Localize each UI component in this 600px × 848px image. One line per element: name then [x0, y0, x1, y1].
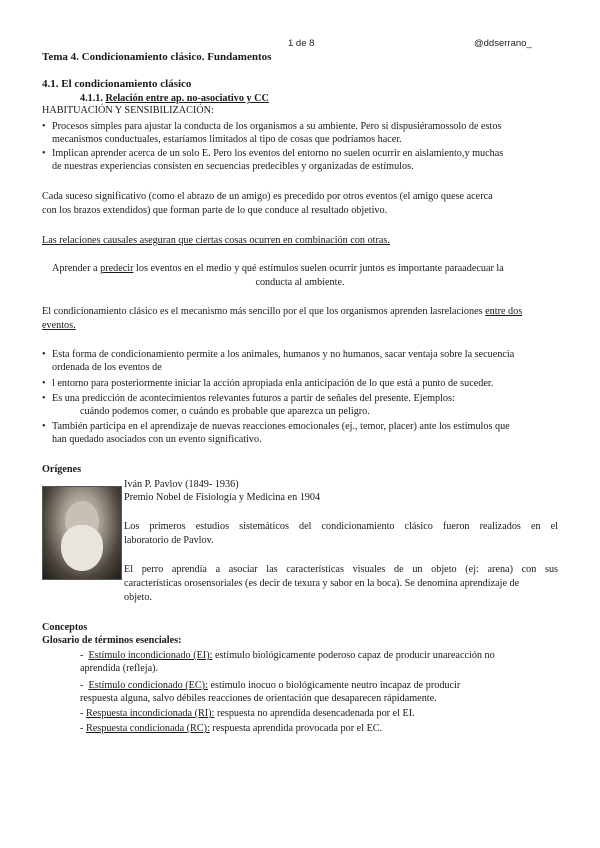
glossary-definition: respuesta no aprendida desencadenada por el EI.	[214, 708, 415, 719]
paragraph-line: con los brazos extendidos) que forman parte de lo que conduce al resultado objetivo.	[42, 205, 388, 216]
text-span: Aprender a	[52, 263, 101, 274]
origins-paragraph-2-l2: características orosensoriales (es decir de texura y sabor en la boca). Se denomina aprendizaje de	[124, 578, 520, 589]
author-handle: @ddserrano_	[474, 38, 532, 49]
page-number: 1 de 8	[288, 38, 315, 49]
origins-paragraph-l2: laboratorio de Pavlov.	[124, 535, 214, 546]
bullet-dot: •	[42, 421, 46, 432]
dash: -	[80, 650, 89, 661]
glossary-term: Estímulo incondicionado (EI):	[88, 650, 213, 661]
mechanism-paragraph-l2: eventos.	[42, 320, 76, 331]
glossary-definition: estímulo inocuo o biológicamente neutro incapaz de producir	[207, 680, 461, 691]
dash: -	[80, 680, 89, 691]
section-heading: 4.1. El condicionamiento clásico	[42, 78, 192, 90]
subsection-number: 4.1.1.	[80, 93, 103, 104]
glossary-item-continuation: respuesta alguna, salvo débiles reacciones de orientación que desaparecen rápidamente.	[80, 693, 437, 704]
dash: -	[80, 723, 86, 734]
glossary-item-ri	[80, 707, 415, 720]
list-item: Es una predicción de acontecimientos relevantes futuros a partir de señales del presente. Ejemplos:	[52, 393, 455, 404]
nobel-award: Premio Nobel de Fisiología y Medicina en 1904	[124, 492, 321, 503]
glossary-term: Estímulo condicionado (EC):	[88, 680, 208, 691]
glossary-item-rc	[80, 722, 382, 735]
mechanism-paragraph	[42, 305, 522, 318]
glossary-term: Respuesta incondicionada (RI):	[85, 708, 215, 719]
list-item-continuation: ordenada de los eventos de	[52, 362, 162, 373]
emphasis-entre-dos: entre dos	[485, 306, 523, 317]
glossary-heading: Glosario de términos esenciales:	[42, 635, 182, 646]
glossary-definition: estímulo biológicamente poderoso capaz de producir unareacción no	[212, 650, 495, 661]
list-item-continuation: han quedado asociados con un evento significativo.	[52, 434, 262, 445]
origins-heading: Orígenes	[42, 464, 82, 475]
predict-paragraph	[52, 262, 504, 275]
portrait-beard	[61, 525, 103, 571]
bullet-dot: •	[42, 121, 46, 132]
glossary-item-ei	[80, 649, 495, 662]
document-title: Tema 4. Condicionamiento clásico. Fundamentos	[42, 51, 272, 63]
pavlov-portrait-image	[42, 486, 122, 580]
glossary-definition: respuesta aprendida provocada por el EC.	[209, 723, 383, 734]
glossary-item-continuation: aprendida (refleja).	[80, 663, 159, 674]
bullet-dot: •	[42, 349, 46, 360]
origins-paragraph-2-l3: objeto.	[124, 592, 153, 603]
emphasis-predecir: predecir	[100, 263, 134, 274]
origins-paragraph-l1: Los primeros estudios sistemáticos del condicionamiento clásico fueron realizados en el	[124, 521, 558, 532]
glossary-term: Respuesta condicionada (RC):	[85, 723, 210, 734]
list-item: Implican aprender acerca de un solo E. Pero los eventos del entorno no suelen ocurrir en aislamiento,y muchas	[52, 148, 504, 159]
list-item: l entorno para posteriormente iniciar la acción apropiada enla anticipación de lo que está a punto de suceder.	[52, 378, 494, 389]
pavlov-name: Iván P. Pavlov (1849- 1936)	[124, 479, 239, 490]
origins-paragraph-2-l1: El perro aprendía a asociar las características visuales de un objeto (ej: arena) con sus	[124, 564, 558, 575]
dash: -	[80, 708, 86, 719]
text-span: los eventos en el medio y qué estímulos suelen ocurrir juntos es importante paraadecuar la	[133, 263, 504, 274]
list-item-continuation: de nuestras experiencias consisten en secuencias predecibles y organizadas de estímulos.	[52, 161, 414, 172]
text-span: El condicionamiento clásico es el mecanismo más sencillo por el que los organismos aprenden lasrelaciones	[42, 306, 486, 317]
habituation-heading: HABITUACIÓN Y SENSIBILIZACIÓN:	[42, 105, 214, 116]
bullet-dot: •	[42, 378, 46, 389]
predict-paragraph-l2: conducta al ambiente.	[255, 277, 345, 288]
concepts-heading: Conceptos	[42, 622, 88, 633]
bullet-dot: •	[42, 148, 46, 159]
list-item-continuation: cuándo podemos comer, o cuándo es probable que aparezca un peligro.	[80, 406, 370, 417]
list-item: También participa en el aprendizaje de nuevas reacciones emocionales (ej., temor, placer) ante los estímulos que	[52, 421, 510, 432]
list-item-continuation: mecanismos conductuales, estaríamos limitados al tipo de cosas que podríamos hacer.	[52, 134, 402, 145]
list-item: Esta forma de condicionamiento permite a los animales, humanos y no humanos, sacar ventaja sobre la secuencia	[52, 349, 515, 360]
list-item: Procesos simples para ajustar la conducta de los organismos a su ambiente. Pero si dispusiéramossolo de estos	[52, 121, 502, 132]
bullet-dot: •	[42, 393, 46, 404]
subsection-title: Relación entre ap. no-asociativo y CC	[105, 93, 269, 104]
causal-relations-statement: Las relaciones causales aseguran que ciertas cosas ocurren en combinación con otras.	[42, 235, 390, 246]
glossary-item-ec	[80, 679, 460, 692]
paragraph-line: Cada suceso significativo (como el abrazo de un amigo) es precedido por otros eventos (el amigo quese acerca	[42, 191, 493, 202]
